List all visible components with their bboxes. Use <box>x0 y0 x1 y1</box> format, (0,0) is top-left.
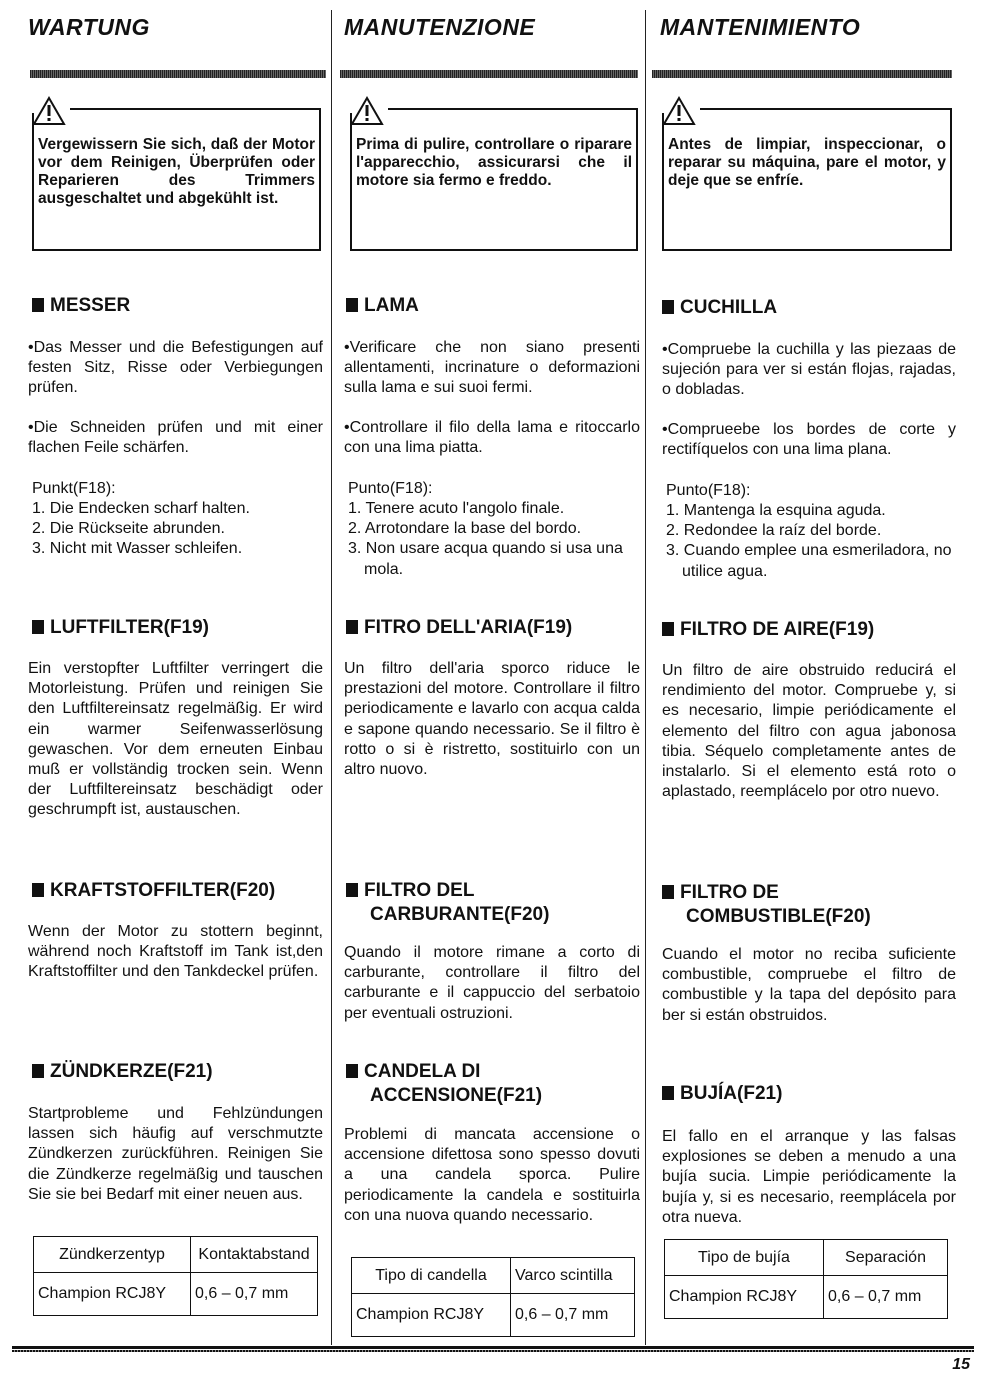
table-cell: 0,6 – 0,7 mm <box>191 1273 318 1316</box>
table-header-cell: Varco scintilla <box>511 1258 635 1294</box>
bullet-square-icon <box>32 298 44 312</box>
blade-paragraph-1: •Das Messer und die Befestigungen auf festen Sitz, Risse oder Verbiegungen prüfen. <box>28 339 323 397</box>
page-number: 15 <box>952 1356 970 1373</box>
spark-plug-text: Problemi di mancata accensione o accensione difettosa sono spesso dovuti a una candela sporca. Pulire periodicamente la candela e sostituirla con una nuova quando necessario. <box>344 1126 640 1224</box>
spark-plug-text: El fallo en el arranque y las falsas explosiones se deben a menudo a una bujía sucia. Limpie periódicamente la bujía y, si es necesario, reemplácela por otra nueva. <box>662 1128 956 1226</box>
table-header-cell: Separación <box>824 1240 948 1276</box>
list-item: 1. Die Endecken scharf halten. <box>32 500 250 517</box>
list-item: 2. Redondee la raíz del borde. <box>666 522 882 540</box>
table-cell: 0,6 – 0,7 mm <box>824 1276 948 1319</box>
warning-triangle-icon <box>32 96 66 126</box>
table-row <box>34 1237 318 1273</box>
bullet-square-icon <box>346 883 358 897</box>
column-title: MANTENIMIENTO <box>660 14 861 40</box>
blade-points-list <box>32 499 322 560</box>
column-divider-2 <box>645 10 646 1345</box>
table-header-cell: Tipo di candella <box>352 1258 511 1294</box>
section-heading-air-filter: LUFTFILTER(F19) <box>32 616 209 640</box>
list-item: 3. Nicht mit Wasser schleifen. <box>32 540 243 558</box>
bullet-square-icon <box>32 883 44 897</box>
warning-text: Vergewissern Sie sich, daß der Motor vor dem Reinigen, Überprüfen oder Reparieren des Trimmers ausgeschaltet und abgekühlt ist. <box>38 136 315 207</box>
column-divider-1 <box>331 10 332 1345</box>
section-heading-blade: CUCHILLA <box>662 296 777 320</box>
table-header-cell: Kontaktabstand <box>191 1237 318 1273</box>
column-title: MANUTENZIONE <box>344 14 536 40</box>
warning-box <box>350 108 638 251</box>
blade-points-label: Punto(F18): <box>348 480 433 497</box>
fuel-filter-text: Quando il motore rimane a corto di carburante, controllare il filtro del carburante e il cappuccio del serbatoio per eventuali ostruzioni. <box>344 944 640 1022</box>
header-bar <box>340 70 638 78</box>
blade-paragraph-2: •Controllare il filo della lama e ritoccarlo con una lima piatta. <box>344 419 640 457</box>
blade-points-list <box>348 499 640 580</box>
section-heading-air-filter: FITRO DELL'ARIA(F19) <box>346 616 572 640</box>
bullet-square-icon <box>662 885 674 899</box>
table-row <box>665 1240 948 1276</box>
section-heading-air-filter: FILTRO DE AIRE(F19) <box>662 618 874 642</box>
footer-rule <box>12 1346 974 1349</box>
air-filter-text: Ein verstopfter Luftfilter verringert die Motorleistung. Prüfen und reinigen Sie den Luftfiltereinsatz regelmäßig. Er wird ein warmer Seifenwasserlösung gewaschen. Vor dem erneuten Einbau muß er vollständig trocken sein. Wenn der Luftfiltereinsatz beschädigt oder geschrumpft ist, austauschen. <box>28 660 323 819</box>
section-heading-spark-plug: ZÜNDKERZE(F21) <box>32 1060 213 1084</box>
bullet-square-icon <box>662 1086 674 1100</box>
bullet-square-icon <box>32 1064 44 1078</box>
fuel-filter-text: Wenn der Motor zu stottern beginnt, während noch Kraftstoff im Tank ist,den Kraftstoffilter und den Tankdeckel prüfen. <box>28 923 323 981</box>
table-cell: 0,6 – 0,7 mm <box>511 1294 635 1337</box>
blade-points-list <box>666 501 956 582</box>
spark-plug-table <box>33 1236 318 1316</box>
bullet-square-icon <box>32 620 44 634</box>
spark-plug-text: Startprobleme und Fehlzündungen lassen sich häufig auf verschmutzte Zündkerzen zurückführen. Reinigen Sie die Zündkerze regelmäßig und tauschen Sie sie bei Bedarf mit einer neuen aus. <box>28 1105 323 1203</box>
air-filter-text: Un filtro de aire obstruido reducirá el rendimiento del motor. Compruebe y, si es necesario, limpie periódicamente el elemento del filtro con agua jabonosa tibia. Séquelo completamente antes de instalarlo. Si el elemento está roto o aplastado, reemplácelo por otro nuevo. <box>662 662 956 801</box>
bullet-square-icon <box>346 1064 358 1078</box>
table-cell: Champion RCJ8Y <box>665 1276 824 1319</box>
list-item: 2. Arrotondare la base del bordo. <box>348 520 582 538</box>
fuel-filter-text: Cuando el motor no reciba suficiente combustible, compruebe el filtro de combustible y la tapa del depósito para ber si están obstruidos. <box>662 946 956 1024</box>
bullet-square-icon <box>662 300 674 314</box>
header-bar <box>652 70 952 78</box>
header-bar <box>30 70 326 78</box>
blade-points-label: Punto(F18): <box>666 482 751 499</box>
warning-box <box>32 108 321 251</box>
air-filter-text: Un filtro dell'aria sporco riduce le prestazioni del motore. Controllare il filtro periodicamente e lavarlo con acqua calda e sapone quando necessario. Se il filtro è rotto o si è ristretto, sostituirlo con un altro nuovo. <box>344 660 640 779</box>
bullet-square-icon <box>662 622 674 636</box>
blade-paragraph-1: •Compruebe la cuchilla y las piezaas de sujeción para ver si están flojas, rajadas, o dobladas. <box>662 341 956 399</box>
table-header-cell: Zündkerzentyp <box>34 1237 191 1273</box>
table-cell: Champion RCJ8Y <box>34 1273 191 1316</box>
list-item: 1. Tenere acuto l'angolo finale. <box>348 500 565 517</box>
warning-triangle-icon <box>662 96 696 126</box>
list-item: 1. Mantenga la esquina aguda. <box>666 502 886 519</box>
section-heading-fuel-filter: FILTRO DE COMBUSTIBLE(F20) <box>662 881 871 929</box>
bullet-square-icon <box>346 298 358 312</box>
warning-triangle-icon <box>350 96 384 126</box>
warning-box <box>662 108 952 251</box>
column-title: WARTUNG <box>28 14 150 40</box>
section-heading-blade: MESSER <box>32 294 130 318</box>
table-header-cell: Tipo de bujía <box>665 1240 824 1276</box>
warning-text: Antes de limpiar, inspeccionar, o reparar su máquina, pare el motor, y deje que se enfríe. <box>668 136 946 189</box>
table-row <box>34 1273 318 1316</box>
list-item: 3. Cuando emplee una esmeriladora, no utilice agua. <box>666 542 952 580</box>
section-heading-spark-plug: BUJÍA(F21) <box>662 1082 782 1106</box>
table-row <box>352 1294 635 1337</box>
blade-points-label: Punkt(F18): <box>32 480 116 497</box>
section-heading-spark-plug: CANDELA DI ACCENSIONE(F21) <box>346 1060 542 1108</box>
blade-paragraph-2: •Comprueebe los bordes de corte y rectifíquelos con una lima plana. <box>662 421 956 459</box>
spark-plug-table <box>664 1239 948 1319</box>
footer-rule-hatched <box>12 1350 974 1352</box>
section-heading-fuel-filter: KRAFTSTOFFILTER(F20) <box>32 879 275 903</box>
list-item: 2. Die Rückseite abrunden. <box>32 520 225 538</box>
spark-plug-table <box>351 1257 635 1337</box>
section-heading-fuel-filter: FILTRO DEL CARBURANTE(F20) <box>346 879 549 927</box>
section-heading-blade: LAMA <box>346 294 419 318</box>
table-cell: Champion RCJ8Y <box>352 1294 511 1337</box>
list-item: 3. Non usare acqua quando si usa una mola. <box>348 540 623 578</box>
bullet-square-icon <box>346 620 358 634</box>
table-row <box>665 1276 948 1319</box>
table-row <box>352 1258 635 1294</box>
blade-paragraph-2: •Die Schneiden prüfen und mit einer flachen Feile schärfen. <box>28 419 323 457</box>
blade-paragraph-1: •Verificare che non siano presenti allentamenti, incrinature o deformazioni sulla lama e sui suoi fermi. <box>344 339 640 397</box>
warning-text: Prima di pulire, controllare o riparare l'apparecchio, assicurarsi che il motore sia fermo e freddo. <box>356 136 632 189</box>
